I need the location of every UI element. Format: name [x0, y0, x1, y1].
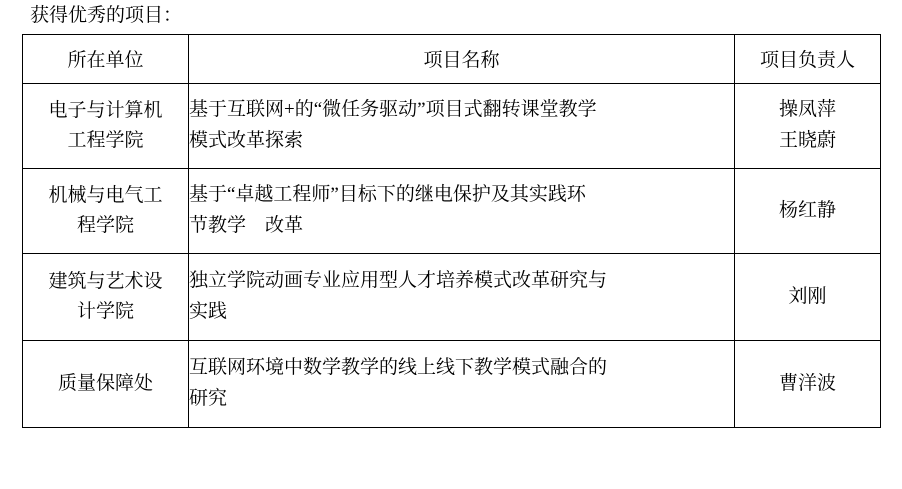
project-name-line: 实践: [189, 300, 228, 322]
cell-leader: [735, 253, 881, 340]
cell-leader: [735, 83, 881, 168]
column-header-project-name: 项目名称: [189, 34, 735, 83]
project-name-line: 节教学 改革: [189, 214, 304, 236]
cell-leader: [735, 168, 881, 253]
unit-line: 工程学院: [67, 129, 144, 151]
cell-project-name: [189, 168, 735, 253]
cell-unit: [23, 340, 189, 427]
table-header-row: [23, 34, 881, 83]
project-name-line: 基于“卓越工程师”目标下的继电保护及其实践环: [189, 184, 586, 206]
project-name-line: 互联网环境中数学教学的线上线下教学模式融合的: [189, 357, 608, 379]
leader-line: 曹洋波: [778, 372, 836, 394]
unit-line: 计学院: [76, 300, 134, 322]
table-caption: 获得优秀的项目：: [30, 5, 183, 26]
table-row: [23, 168, 881, 253]
cell-project-name: [189, 340, 735, 427]
unit-line: 机械与电气工: [48, 185, 163, 207]
leader-line: 杨红静: [778, 199, 836, 221]
cell-project-name: [189, 253, 735, 340]
column-header-unit: 所在单位: [23, 34, 189, 83]
unit-line: 电子与计算机: [48, 100, 163, 122]
column-header-leader: 项目负责人: [735, 34, 881, 83]
project-name-line: 独立学院动画专业应用型人才培养模式改革研究与: [189, 270, 608, 292]
project-name-line: 研究: [189, 387, 228, 409]
leader-line: 刘刚: [788, 285, 827, 307]
project-name-line: 基于互联网+的“微任务驱动”项目式翻转课堂教学: [189, 99, 597, 121]
leader-line: 王晓蔚: [778, 129, 836, 151]
cell-project-name: [189, 83, 735, 168]
leader-line: 操凤萍: [778, 99, 836, 121]
table-row: [23, 83, 881, 168]
cell-unit: [23, 253, 189, 340]
unit-line: 质量保障处: [57, 373, 153, 395]
unit-line: 建筑与艺术设: [48, 271, 163, 293]
cell-leader: [735, 340, 881, 427]
excellent-projects-table: [22, 34, 881, 428]
unit-line: 程学院: [76, 214, 134, 236]
cell-unit: [23, 83, 189, 168]
table-row: [23, 340, 881, 427]
project-name-line: 模式改革探索: [189, 129, 304, 151]
cell-unit: [23, 168, 189, 253]
table-row: [23, 253, 881, 340]
